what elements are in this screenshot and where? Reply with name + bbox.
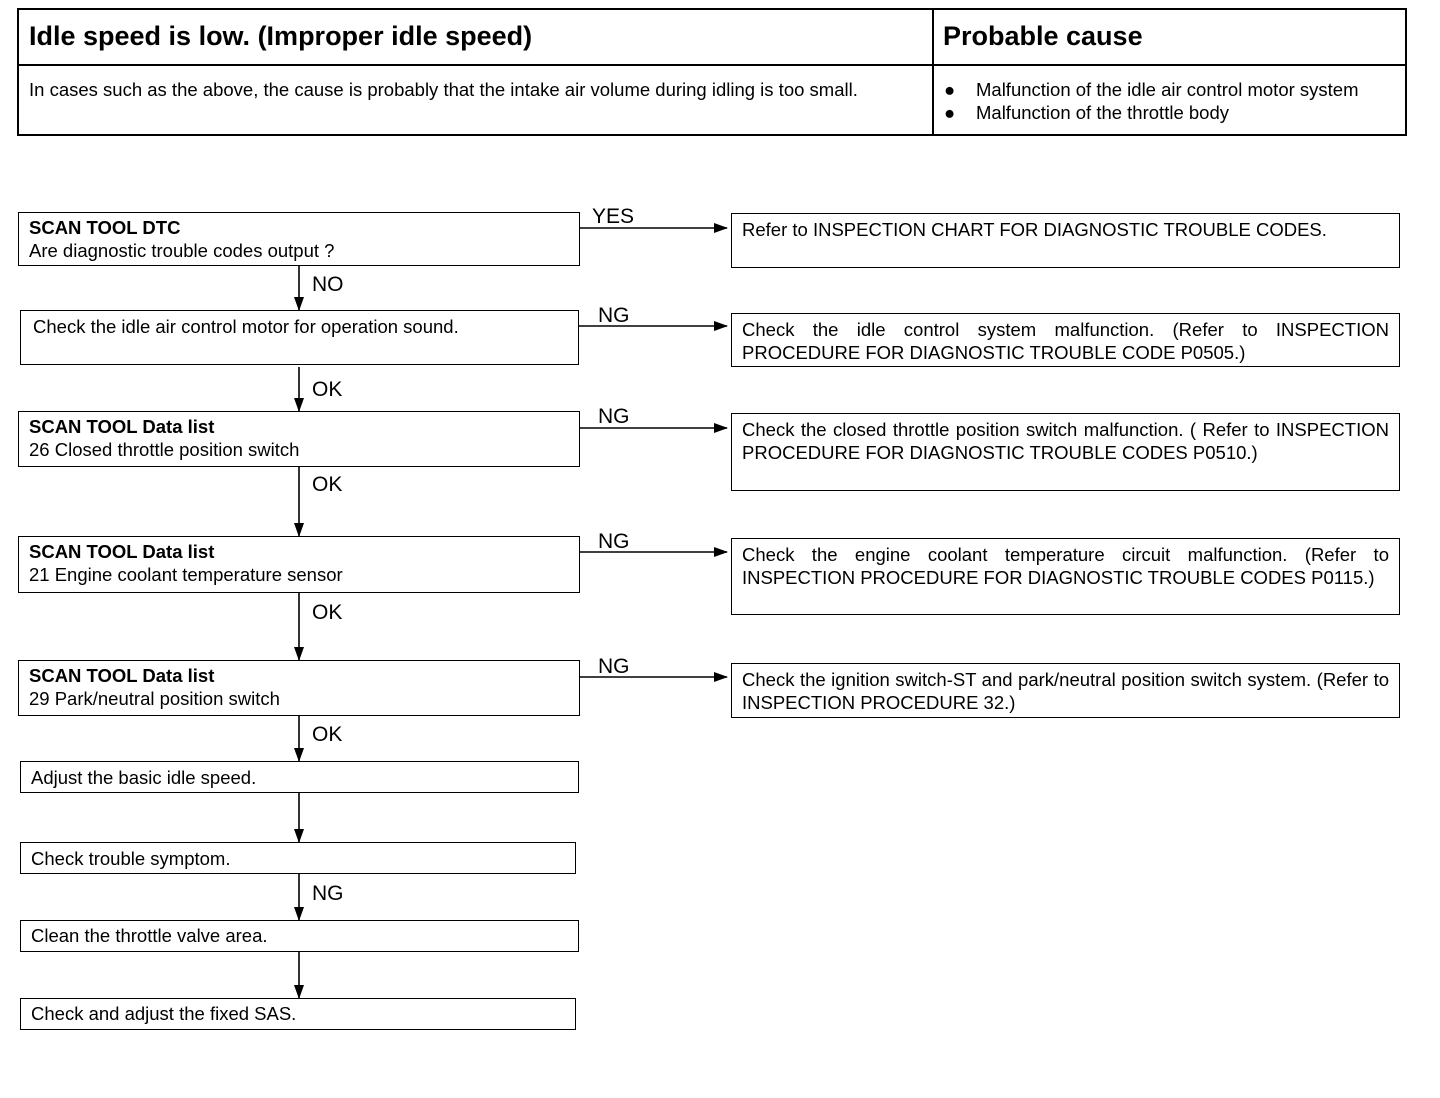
result-text: Check the ignition switch-ST and park/neutral position switch system. (Refer to INSPECTION PROCEDURE 32.): [742, 669, 1389, 713]
result-text: Refer to INSPECTION CHART FOR DIAGNOSTIC TROUBLE CODES.: [742, 219, 1327, 240]
cause-text: Malfunction of the idle air control motor system: [976, 79, 1359, 100]
step-engine-coolant-temperature-sensor: [18, 536, 580, 593]
result-idle-control-system: [731, 313, 1400, 367]
probable-cause-heading: Probable cause: [934, 10, 1405, 66]
down-label-ok: OK: [312, 378, 343, 401]
step-closed-throttle-position-switch: [18, 411, 580, 467]
down-label-ng: NG: [312, 882, 344, 905]
step-clean-throttle-valve: [20, 920, 579, 952]
step-park-neutral-position-switch: [18, 660, 580, 716]
step-text: Are diagnostic trouble codes output ?: [29, 240, 335, 261]
step-text: 21 Engine coolant temperature sensor: [29, 564, 343, 585]
down-label-ok: OK: [312, 601, 343, 624]
branch-label-yes: YES: [592, 205, 635, 228]
result-closed-throttle-switch: [731, 413, 1400, 491]
step-title: SCAN TOOL DTC: [29, 217, 181, 238]
symptom-description: In cases such as the above, the cause is probably that the intake air volume during idling is too small.: [19, 66, 934, 134]
result-text: Check the closed throttle position switch malfunction. ( Refer to INSPECTION PROCEDURE FOR DIAGNOSTIC TROUBLE CODES P0510.): [742, 419, 1389, 463]
bullet-icon: ●: [944, 102, 956, 123]
symptom-title: Idle speed is low. (Improper idle speed): [19, 10, 934, 66]
cause-text: Malfunction of the throttle body: [976, 102, 1229, 123]
step-text: Check the idle air control motor for operation sound.: [33, 316, 459, 337]
bullet-icon: ●: [944, 79, 956, 100]
step-text: Adjust the basic idle speed.: [31, 767, 257, 788]
result-ignition-switch-st: [731, 663, 1400, 718]
result-engine-coolant-circuit: [731, 538, 1400, 615]
down-label-ok: OK: [312, 473, 343, 496]
branch-label-ng: NG: [598, 530, 630, 553]
step-adjust-basic-idle-speed: [20, 761, 579, 793]
step-check-trouble-symptom: [20, 842, 576, 874]
down-label-ok: OK: [312, 723, 343, 746]
step-check-adjust-fixed-sas: [20, 998, 576, 1030]
step-title: SCAN TOOL Data list: [29, 665, 215, 686]
step-title: SCAN TOOL Data list: [29, 416, 215, 437]
branch-label-ng: NG: [598, 655, 630, 678]
result-inspection-chart-dtc: [731, 213, 1400, 268]
branch-label-ng: NG: [598, 405, 630, 428]
result-text: Check the engine coolant temperature circuit malfunction. (Refer to INSPECTION PROCEDURE FOR DIAGNOSTIC TROUBLE CODES P0115.): [742, 544, 1389, 588]
step-text: 26 Closed throttle position switch: [29, 439, 300, 460]
branch-label-ng: NG: [598, 304, 630, 327]
result-text: Check the idle control system malfunction. (Refer to INSPECTION PROCEDURE FOR DIAGNOSTIC TROUBLE CODE P0505.): [742, 319, 1389, 363]
step-text: 29 Park/neutral position switch: [29, 688, 280, 709]
step-check-idle-air-control-motor: [20, 310, 579, 365]
step-title: SCAN TOOL Data list: [29, 541, 215, 562]
step-text: Check trouble symptom.: [31, 848, 231, 869]
down-label-no: NO: [312, 273, 344, 296]
step-text: Clean the throttle valve area.: [31, 925, 268, 946]
step-text: Check and adjust the fixed SAS.: [31, 1003, 297, 1024]
step-scan-tool-dtc: [18, 212, 580, 266]
